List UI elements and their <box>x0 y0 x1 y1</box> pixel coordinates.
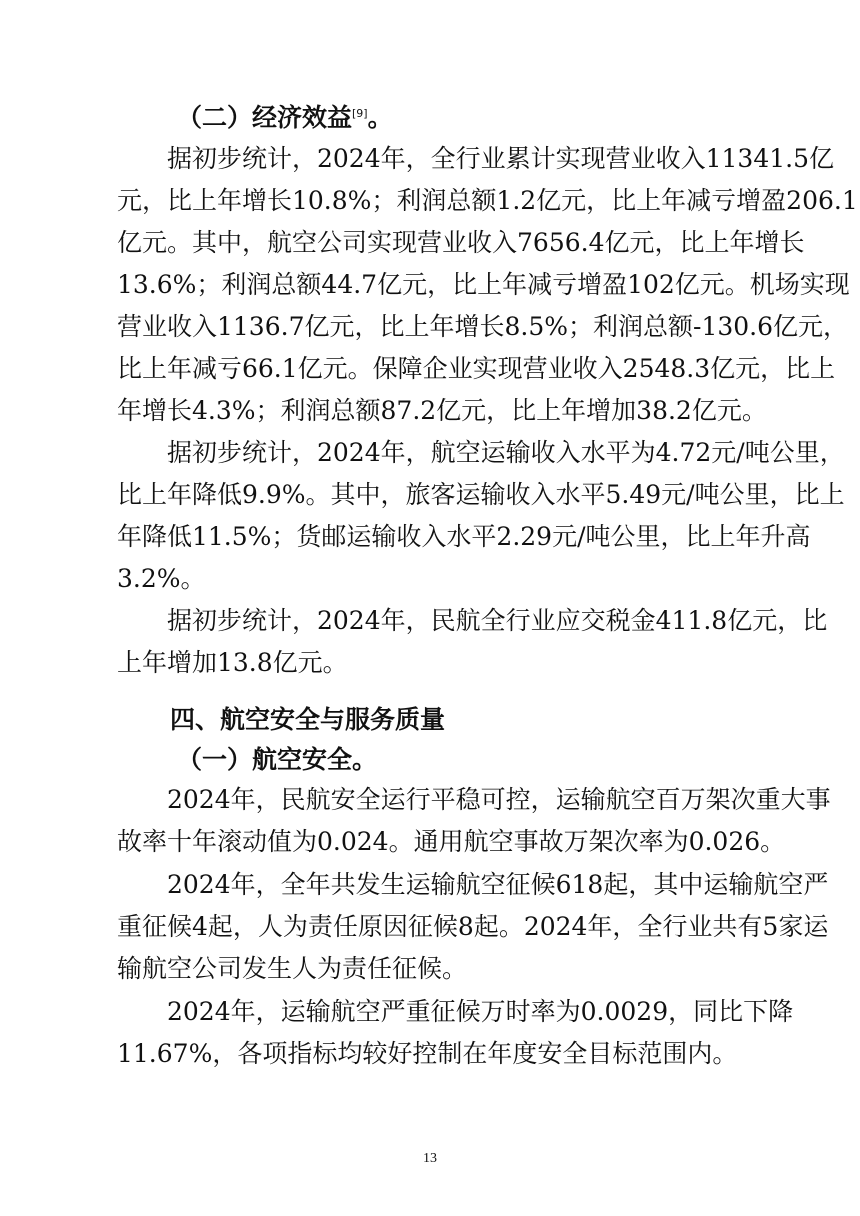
paragraph-line: 重征候4起，人为责任原因征候8起。2024年，全行业共有5家运 <box>117 912 829 941</box>
paragraph-line: 据初步统计，2024年，民航全行业应交税金411.8亿元，比 <box>167 606 828 635</box>
paragraph-line: 比上年减亏66.1亿元。保障企业实现营业收入2548.3亿元，比上 <box>117 354 836 383</box>
section-heading-suffix: 。 <box>367 103 393 132</box>
paragraph-line: 输航空公司发生人为责任征候。 <box>117 954 468 983</box>
section-heading-text: （二）经济效益 <box>177 103 353 132</box>
paragraph-line: 年降低11.5%；货邮运输收入水平2.29元/吨公里，比上年升高 <box>117 522 811 551</box>
paragraph-line: 元，比上年增长10.8%；利润总额1.2亿元，比上年减亏增盈206.1 <box>117 186 858 215</box>
paragraph-line: 比上年降低9.9%。其中，旅客运输收入水平5.49元/吨公里，比上 <box>117 480 845 509</box>
reference-marker: [9] <box>352 107 368 120</box>
paragraph-line: 亿元。其中，航空公司实现营业收入7656.4亿元，比上年增长 <box>117 228 805 257</box>
paragraph-line: 营业收入1136.7亿元，比上年增长8.5%；利润总额-130.6亿元， <box>117 312 849 341</box>
paragraph-line: 2024年，运输航空严重征候万时率为0.0029，同比下降 <box>167 997 794 1026</box>
paragraph-line: 上年增加13.8亿元。 <box>117 648 348 677</box>
section-title-aviation-safety-service-quality: 四、航空安全与服务质量 <box>170 705 446 734</box>
paragraph-line: 据初步统计，2024年，航空运输收入水平为4.72元/吨公里， <box>167 438 845 467</box>
paragraph-line: 3.2%。 <box>117 564 206 593</box>
paragraph-line: 2024年，民航安全运行平稳可控，运输航空百万架次重大事 <box>167 785 831 814</box>
paragraph-line: 故率十年滚动值为0.024。通用航空事故万架次率为0.026。 <box>117 827 786 856</box>
paragraph-line: 11.67%，各项指标均较好控制在年度安全目标范围内。 <box>117 1039 738 1068</box>
paragraph-line: 年增长4.3%；利润总额87.2亿元，比上年增加38.2亿元。 <box>117 396 767 425</box>
paragraph-line: 据初步统计，2024年，全行业累计实现营业收入11341.5亿 <box>167 144 835 173</box>
paragraph-line: 2024年，全年共发生运输航空征候618起，其中运输航空严 <box>167 870 829 899</box>
paragraph-line: 13.6%；利润总额44.7亿元，比上年减亏增盈102亿元。机场实现 <box>117 270 850 299</box>
page-number: 13 <box>423 1151 437 1166</box>
section-heading-economic-benefits <box>177 103 393 133</box>
subsection-heading-aviation-safety: （一）航空安全。 <box>177 745 378 774</box>
